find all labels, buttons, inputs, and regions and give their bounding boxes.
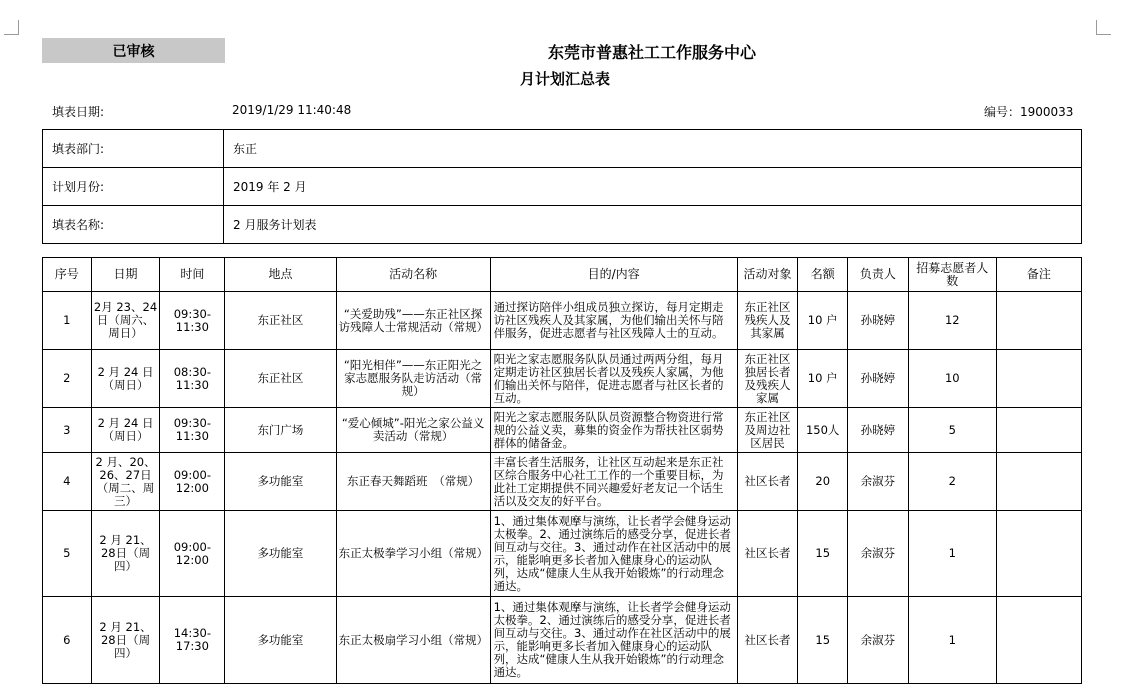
cell-remark <box>996 292 1081 350</box>
cell-place: 多功能室 <box>225 511 336 597</box>
col-header: 备注 <box>996 258 1081 292</box>
month-value: 2019 年 2 月 <box>224 168 1082 206</box>
table-row <box>43 350 1082 408</box>
cell-volunteers: 10 <box>908 350 996 408</box>
cell-volunteers: 5 <box>908 408 996 453</box>
cell-time: 09:00-12:00 <box>160 453 225 511</box>
cell-target: 东正社区残疾人及其家属 <box>737 292 798 350</box>
table-row <box>43 511 1082 597</box>
cell-target: 东正社区独居长者及残疾人家属 <box>737 350 798 408</box>
cell-date: 2 月 24 日（周日） <box>91 350 160 408</box>
cell-date: 2 月 21、28日（周四） <box>91 511 160 597</box>
cell-time: 14:30-17:30 <box>160 597 225 684</box>
cell-target: 社区长者 <box>737 511 798 597</box>
cell-place: 东正社区 <box>225 292 336 350</box>
cell-target: 社区长者 <box>737 597 798 684</box>
table-header-row <box>43 258 1082 292</box>
department-label: 填表部门: <box>43 130 224 168</box>
organization-title: 东莞市普惠社工工作服务中心 <box>547 43 756 62</box>
cell-place: 东正社区 <box>225 350 336 408</box>
cell-time: 08:30-11:30 <box>160 350 225 408</box>
cell-date: 2月 23、24日（周六、周日） <box>91 292 160 350</box>
cell-date: 2 月 24 日（周日） <box>91 408 160 453</box>
col-header: 负责人 <box>848 258 909 292</box>
cell-quota: 15 <box>798 511 848 597</box>
cell-remark <box>996 408 1081 453</box>
cell-date: 2 月 21、28日（周四） <box>91 597 160 684</box>
table-row <box>43 408 1082 453</box>
cell-activity: “关爱助残”——东正社区探访残障人士常规活动（常规） <box>336 292 490 350</box>
cell-leader: 孙晓婷 <box>848 292 909 350</box>
cell-quota: 15 <box>798 597 848 684</box>
cell-volunteers: 12 <box>908 292 996 350</box>
fill-date-value: 2019/1/29 11:40:48 <box>232 103 352 117</box>
col-header: 名额 <box>798 258 848 292</box>
cell-activity: 东正春天舞蹈班 （常规） <box>336 453 490 511</box>
cell-place: 东门广场 <box>225 408 336 453</box>
cell-leader: 余淑芬 <box>848 511 909 597</box>
cell-content: 通过探访陪伴小组成员独立探访，每月定期走访社区残疾人及其家属，为他们输出关怀与陪伴服务，促进志愿者与社区残障人士的互动。 <box>490 292 737 350</box>
department-value: 东正 <box>224 130 1082 168</box>
name-value: 2 月服务计划表 <box>224 206 1082 244</box>
cell-volunteers: 1 <box>908 511 996 597</box>
cell-content: 1、通过集体观摩与演练，让长者学会健身运动太极拳。2、通过演练后的感受分享，促进长者间互动与交往。3、通过动作在社区活动中的展示，能影响更多长者加入健康身心的运动队列，达成“健康人生从我开始锻炼”的行动理念通达。 <box>490 597 737 684</box>
info-row-name <box>43 206 1082 244</box>
cell-target: 社区长者 <box>737 453 798 511</box>
col-header: 序号 <box>43 258 92 292</box>
cell-leader: 余淑芬 <box>848 453 909 511</box>
cell-no: 1 <box>43 292 92 350</box>
page-corner-top-right <box>1096 20 1111 35</box>
cell-time: 09:30-11:30 <box>160 408 225 453</box>
info-row-month <box>43 168 1082 206</box>
page-corner-top-left <box>4 20 19 35</box>
cell-no: 4 <box>43 453 92 511</box>
report-title: 月计划汇总表 <box>519 70 610 88</box>
col-header: 日期 <box>91 258 160 292</box>
cell-place: 多功能室 <box>225 597 336 684</box>
cell-volunteers: 2 <box>908 453 996 511</box>
cell-target: 东正社区及周边社区居民 <box>737 408 798 453</box>
cell-no: 3 <box>43 408 92 453</box>
cell-leader: 孙晓婷 <box>848 350 909 408</box>
cell-content: 1、通过集体观摩与演练，让长者学会健身运动太极拳。2、通过演练后的感受分享，促进长者间互动与交往。3、通过动作在社区活动中的展示，能影响更多长者加入健康身心的运动队列，达成“健康人生从我开始锻炼”的行动理念通达。 <box>490 511 737 597</box>
name-label: 填表名称: <box>43 206 224 244</box>
cell-content: 丰富长者生活服务，让社区互动起来是东正社区综合服务中心社工工作的一个重要目标，为此社工定期提供不同兴趣爱好老友记一个话生活以及交友的好平台。 <box>490 453 737 511</box>
info-row-department <box>43 130 1082 168</box>
cell-no: 2 <box>43 350 92 408</box>
cell-activity: 东正太极扇学习小组（常规） <box>336 597 490 684</box>
cell-remark <box>996 453 1081 511</box>
approval-stamp: 已审核 <box>42 38 225 63</box>
table-row <box>43 453 1082 511</box>
cell-no: 6 <box>43 597 92 684</box>
cell-remark <box>996 511 1081 597</box>
cell-volunteers: 1 <box>908 597 996 684</box>
cell-quota: 150人 <box>798 408 848 453</box>
cell-time: 09:30-11:30 <box>160 292 225 350</box>
cell-remark <box>996 350 1081 408</box>
cell-no: 5 <box>43 511 92 597</box>
cell-content: 阳光之家志愿服务队队员通过两两分组，每月定期走访社区独居长者以及残疾人家属，为他们输出关怀与陪伴，促进志愿者与社区长者的互动。 <box>490 350 737 408</box>
cell-content: 阳光之家志愿服务队队员资源整合物资进行常规的公益义卖，募集的资金作为帮扶社区弱势群体的储备金。 <box>490 408 737 453</box>
table-row <box>43 292 1082 350</box>
cell-activity: 东正太极拳学习小组（常规） <box>336 511 490 597</box>
cell-leader: 孙晓婷 <box>848 408 909 453</box>
table-row <box>43 597 1082 684</box>
col-header: 地点 <box>225 258 336 292</box>
cell-place: 多功能室 <box>225 453 336 511</box>
col-header: 目的/内容 <box>490 258 737 292</box>
fill-date-label: 填表日期: <box>52 105 105 119</box>
cell-activity: “爱心倾城”-阳光之家公益义卖活动（常规） <box>336 408 490 453</box>
plan-table <box>42 257 1082 684</box>
cell-quota: 20 <box>798 453 848 511</box>
cell-quota: 10 户 <box>798 350 848 408</box>
col-header: 活动对象 <box>737 258 798 292</box>
month-label: 计划月份: <box>43 168 224 206</box>
col-header: 招募志愿者人数 <box>908 258 996 292</box>
cell-activity: “阳光相伴”——东正阳光之家志愿服务队走访活动（常规） <box>336 350 490 408</box>
cell-time: 09:00-12:00 <box>160 511 225 597</box>
cell-remark <box>996 597 1081 684</box>
info-table <box>42 129 1082 244</box>
col-header: 时间 <box>160 258 225 292</box>
cell-quota: 10 户 <box>798 292 848 350</box>
col-header: 活动名称 <box>336 258 490 292</box>
cell-date: 2 月、20、26、27日（周二、周三） <box>91 453 160 511</box>
serial-number: 编号：1900033 <box>984 105 1074 119</box>
cell-leader: 余淑芬 <box>848 597 909 684</box>
